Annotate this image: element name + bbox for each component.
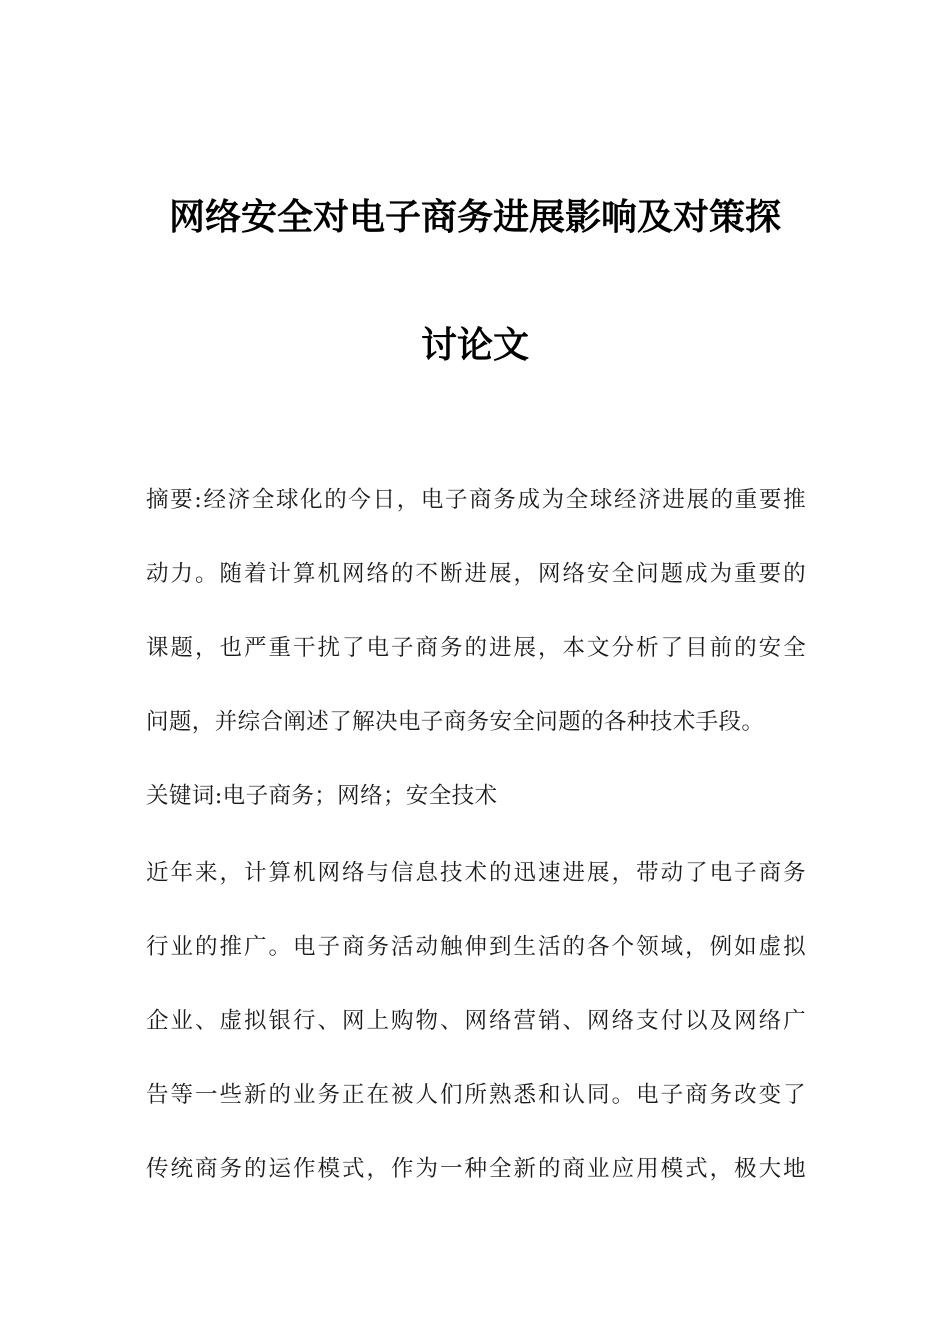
abstract-line-1: 摘要:经济全球化的今日，电子商务成为全球经济进展的重要推 xyxy=(146,487,806,513)
abstract-line-2: 动力。随着计算机网络的不断进展，网络安全问题成为重要的 xyxy=(146,561,806,587)
body-line-5: 传统商务的运作模式，作为一种全新的商业应用模式，极大地 xyxy=(146,1156,806,1182)
body-line-3: 企业、虚拟银行、网上购物、网络营销、网络支付以及网络广 xyxy=(146,1008,806,1034)
document-title-line-1: 网络安全对电子商务进展影响及对策探 xyxy=(168,197,781,238)
document-title-line-2: 讨论文 xyxy=(420,325,529,366)
abstract-line-4: 问题，并综合阐述了解决电子商务安全问题的各种技术手段。 xyxy=(146,709,765,735)
body-line-1: 近年来，计算机网络与信息技术的迅速进展，带动了电子商务 xyxy=(146,860,806,886)
body-line-2: 行业的推广。电子商务活动触伸到生活的各个领域，例如虚拟 xyxy=(146,934,806,960)
body-line-4: 告等一些新的业务正在被人们所熟悉和认同。电子商务改变了 xyxy=(146,1082,806,1108)
abstract-line-3: 课题，也严重干扰了电子商务的进展，本文分析了目前的安全 xyxy=(146,635,806,661)
keywords-line: 关键词:电子商务；网络；安全技术 xyxy=(146,783,498,809)
